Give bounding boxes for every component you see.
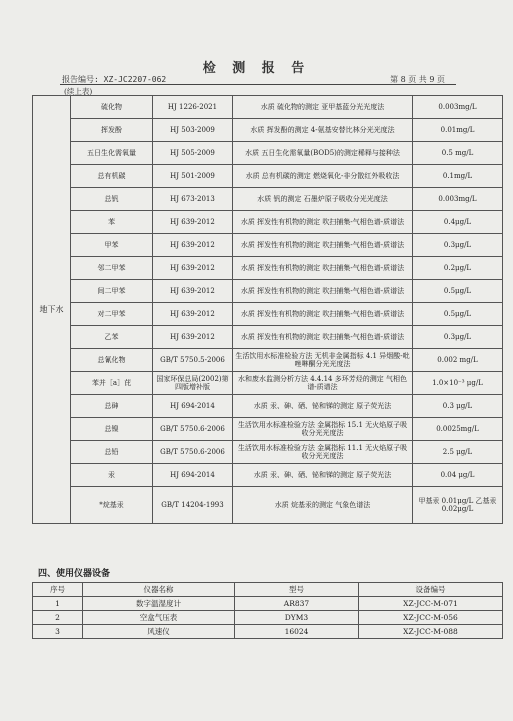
test-item: 对二甲苯 <box>71 303 153 326</box>
test-item: 总有机碳 <box>71 165 153 188</box>
test-item: 总铅 <box>71 441 153 464</box>
detection-limit: 0.3μg/L <box>413 326 503 349</box>
table-row <box>33 418 503 441</box>
detection-limit: 0.5μg/L <box>413 303 503 326</box>
standard-number: HJ 1226-2021 <box>153 96 233 119</box>
instrument-index: 3 <box>33 625 83 639</box>
page-number: 第 8 页 共 9 页 <box>390 75 445 84</box>
table-row <box>33 188 503 211</box>
detection-limit: 0.5 mg/L <box>413 142 503 165</box>
test-item: 苯并［a］芘 <box>71 372 153 395</box>
standard-number: HJ 639-2012 <box>153 257 233 280</box>
method-name: 水质 汞、砷、硒、铋和锑的测定 原子荧光法 <box>233 464 413 487</box>
table-row <box>33 441 503 464</box>
test-item: 苯 <box>71 211 153 234</box>
header-cell: 设备编号 <box>359 583 503 597</box>
standard-number: GB/T 14204-1993 <box>153 487 233 524</box>
standard-number: HJ 639-2012 <box>153 326 233 349</box>
method-name: 水质 挥发性有机物的测定 吹扫捕集-气相色谱-质谱法 <box>233 303 413 326</box>
table-row <box>33 211 503 234</box>
standard-number: HJ 639-2012 <box>153 280 233 303</box>
instrument-name: 空盒气压表 <box>83 611 235 625</box>
standard-number: HJ 505-2009 <box>153 142 233 165</box>
standard-number: HJ 694-2014 <box>153 395 233 418</box>
standard-number: HJ 639-2012 <box>153 234 233 257</box>
method-name: 水质 挥发性有机物的测定 吹扫捕集-气相色谱-质谱法 <box>233 234 413 257</box>
instrument-model: 16024 <box>235 625 359 639</box>
detection-limit: 0.002 mg/L <box>413 349 503 372</box>
test-item: 挥发酚 <box>71 119 153 142</box>
method-name: 水质 挥发性有机物的测定 吹扫捕集-气相色谱-质谱法 <box>233 211 413 234</box>
instrument-model: AR837 <box>235 597 359 611</box>
detection-limit: 甲基汞 0.01μg/L 乙基汞 0.02μg/L <box>413 487 503 524</box>
test-item: 汞 <box>71 464 153 487</box>
detection-limit: 0.04 μg/L <box>413 464 503 487</box>
header-cell: 型号 <box>235 583 359 597</box>
method-name: 水质 五日生化需氧量(BOD5)的测定稀释与接种法 <box>233 142 413 165</box>
instrument-id: XZ-JCC-M-071 <box>359 597 503 611</box>
method-name: 生活饮用水标准检验方法 无机非金属指标 4.1 异烟酸-吡唑啉酮分光光度法 <box>233 349 413 372</box>
detection-limit: 0.5μg/L <box>413 280 503 303</box>
table-row <box>33 372 503 395</box>
detection-limit: 2.5 μg/L <box>413 441 503 464</box>
detection-limit: 0.2μg/L <box>413 257 503 280</box>
instrument-name: 数字温湿度计 <box>83 597 235 611</box>
detection-limit: 0.01mg/L <box>413 119 503 142</box>
method-name: 水质 钒的测定 石墨炉原子吸收分光光度法 <box>233 188 413 211</box>
method-name: 生活饮用水标准检验方法 金属指标 15.1 无火焰原子吸收分光光度法 <box>233 418 413 441</box>
method-name: 水质 挥发性有机物的测定 吹扫捕集-气相色谱-质谱法 <box>233 326 413 349</box>
instrument-name: 风速仪 <box>83 625 235 639</box>
test-item: 邻二甲苯 <box>71 257 153 280</box>
standard-number: GB/T 5750.6-2006 <box>153 418 233 441</box>
instrument-index: 2 <box>33 611 83 625</box>
table-row <box>33 165 503 188</box>
standard-number: HJ 639-2012 <box>153 303 233 326</box>
standard-number: HJ 501-2009 <box>153 165 233 188</box>
test-methods-table <box>32 95 503 524</box>
test-item: *烷基汞 <box>71 487 153 524</box>
table-row <box>33 349 503 372</box>
page-title: 检 测 报 告 <box>202 61 311 76</box>
detection-limit: 0.1mg/L <box>413 165 503 188</box>
method-name: 水和废水监测分析方法 4.4.14 多环芳烃的测定 气相色谱-质谱法 <box>233 372 413 395</box>
table-row <box>33 142 503 165</box>
table-row <box>33 303 503 326</box>
standard-number: HJ 673-2013 <box>153 188 233 211</box>
detection-limit: 0.003mg/L <box>413 96 503 119</box>
instrument-index: 1 <box>33 597 83 611</box>
table-row <box>33 96 503 119</box>
instrument-id: XZ-JCC-M-056 <box>359 611 503 625</box>
method-name: 生活饮用水标准检验方法 金属指标 11.1 无火焰原子吸收分光光度法 <box>233 441 413 464</box>
table-row <box>33 464 503 487</box>
table-row <box>33 234 503 257</box>
table-row <box>33 280 503 303</box>
table-row <box>33 487 503 524</box>
test-item: 五日生化需氧量 <box>71 142 153 165</box>
table-row <box>33 326 503 349</box>
method-name: 水质 挥发性有机物的测定 吹扫捕集-气相色谱-质谱法 <box>233 280 413 303</box>
report-number: 报告编号: XZ-JC2207-062 <box>62 75 167 84</box>
instrument-id: XZ-JCC-M-088 <box>359 625 503 639</box>
method-name: 水质 汞、砷、硒、铋和锑的测定 原子荧光法 <box>233 395 413 418</box>
continued-note: (续上表) <box>64 87 93 96</box>
detection-limit: 0.003mg/L <box>413 188 503 211</box>
test-item: 甲苯 <box>71 234 153 257</box>
instrument-row <box>33 611 503 625</box>
method-name: 水质 挥发性有机物的测定 吹扫捕集-气相色谱-质谱法 <box>233 257 413 280</box>
detection-limit: 0.3 μg/L <box>413 395 503 418</box>
instrument-row <box>33 625 503 639</box>
test-item: 乙苯 <box>71 326 153 349</box>
standard-number: 国家环保总局(2002)第四版增补版 <box>153 372 233 395</box>
method-name: 水质 总有机碳的测定 燃烧氧化-非分散红外吸收法 <box>233 165 413 188</box>
standard-number: HJ 503-2009 <box>153 119 233 142</box>
section-title-instruments: 四、使用仪器设备 <box>38 569 111 579</box>
detection-limit: 1.0×10⁻³ μg/L <box>413 372 503 395</box>
detection-limit: 0.0025mg/L <box>413 418 503 441</box>
test-item: 间二甲苯 <box>71 280 153 303</box>
table-row <box>33 257 503 280</box>
standard-number: HJ 639-2012 <box>153 211 233 234</box>
sample-category: 地下水 <box>33 96 71 524</box>
detection-limit: 0.4μg/L <box>413 211 503 234</box>
standard-number: HJ 694-2014 <box>153 464 233 487</box>
header-rule <box>60 84 456 85</box>
test-item: 总氰化物 <box>71 349 153 372</box>
table-row <box>33 395 503 418</box>
header-cell: 仪器名称 <box>83 583 235 597</box>
standard-number: GB/T 5750.6-2006 <box>153 441 233 464</box>
instrument-row <box>33 597 503 611</box>
method-name: 水质 硫化物的测定 亚甲基蓝分光光度法 <box>233 96 413 119</box>
test-item: 总砷 <box>71 395 153 418</box>
instruments-table <box>32 582 503 639</box>
instrument-model: DYM3 <box>235 611 359 625</box>
header-cell: 序号 <box>33 583 83 597</box>
test-item: 总钒 <box>71 188 153 211</box>
method-name: 水质 烷基汞的测定 气象色谱法 <box>233 487 413 524</box>
standard-number: GB/T 5750.5-2006 <box>153 349 233 372</box>
method-name: 水质 挥发酚的测定 4-氨基安替比林分光光度法 <box>233 119 413 142</box>
test-item: 硫化物 <box>71 96 153 119</box>
instruments-header-row <box>33 583 503 597</box>
test-item: 总镍 <box>71 418 153 441</box>
table-row <box>33 119 503 142</box>
detection-limit: 0.3μg/L <box>413 234 503 257</box>
